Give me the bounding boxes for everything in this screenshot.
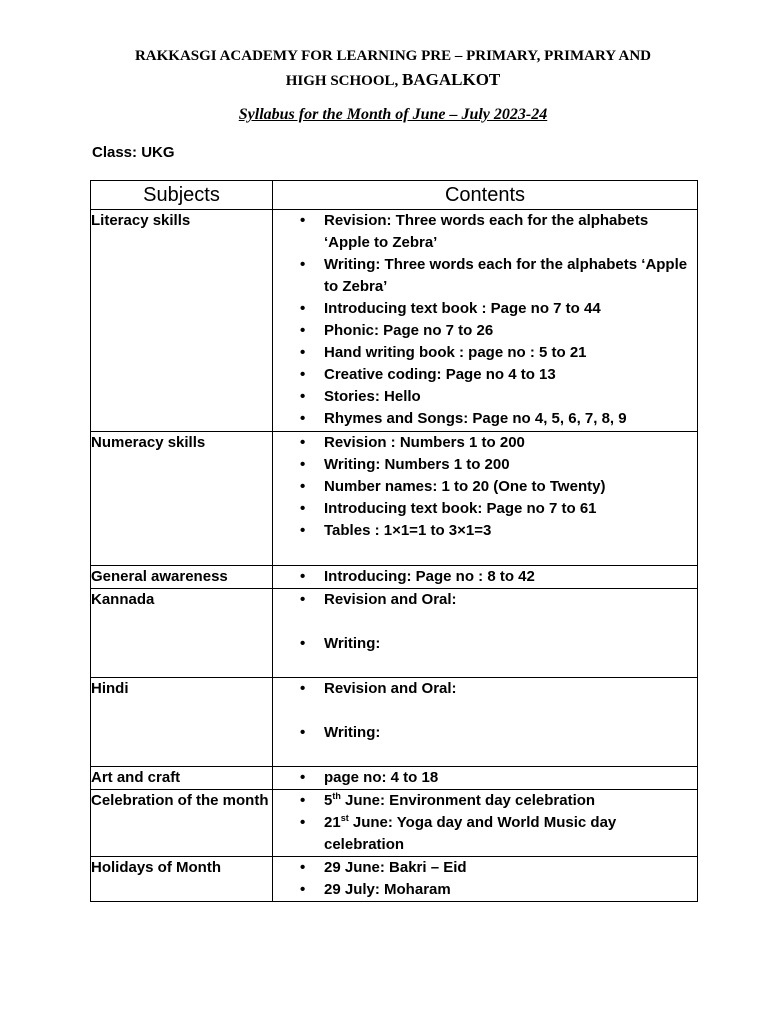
header-contents: Contents — [273, 181, 698, 210]
date-number: 5 — [324, 792, 333, 809]
list-item: • Writing: — [300, 633, 697, 655]
list-item — [300, 812, 697, 856]
list-item — [300, 790, 697, 812]
school-title-line2 — [90, 68, 696, 93]
subject-cell: Literacy skills — [91, 210, 273, 432]
class-label: Class: UKG — [92, 144, 175, 161]
date-suffix: st — [340, 813, 349, 823]
table-row — [91, 432, 698, 566]
contents-list — [273, 857, 697, 901]
school-title-line2-a: HIGH SCHOOL, — [285, 73, 403, 89]
list-item: • Revision : Numbers 1 to 200 — [300, 432, 697, 454]
contents-list — [273, 432, 697, 542]
school-title — [90, 44, 696, 93]
contents-cell — [273, 678, 698, 767]
syllabus-table — [90, 180, 698, 902]
table-row — [91, 678, 698, 767]
subject-cell: Numeracy skills — [91, 432, 273, 566]
table-row — [91, 210, 698, 432]
table-row — [91, 566, 698, 589]
list-item: • 29 June: Bakri – Eid — [300, 857, 697, 879]
date-suffix: th — [332, 791, 341, 801]
contents-list — [273, 566, 697, 588]
contents-cell — [273, 432, 698, 566]
school-title-line1: RAKKASGI ACADEMY FOR LEARNING PRE – PRIMARY, PRIMARY AND — [134, 48, 652, 64]
contents-cell — [273, 210, 698, 432]
list-item: • Revision and Oral: — [300, 589, 697, 611]
list-item: • Hand writing book : page no : 5 to 21 — [300, 342, 697, 364]
contents-list — [273, 790, 697, 856]
list-item: • Writing: Three words each for the alphabets ‘Apple to Zebra’ — [300, 254, 697, 298]
contents-cell — [273, 767, 698, 790]
event-text: June: Yoga day and World Music day celebration — [324, 814, 617, 853]
list-item: • Revision and Oral: — [300, 678, 697, 700]
subject-cell: Art and craft — [91, 767, 273, 790]
list-item: • Phonic: Page no 7 to 26 — [300, 320, 697, 342]
list-item: • Revision: Three words each for the alphabets ‘Apple to Zebra’ — [300, 210, 697, 254]
date-number: 21 — [324, 814, 341, 831]
contents-list — [273, 210, 697, 430]
list-item: • Introducing text book: Page no 7 to 61 — [300, 498, 697, 520]
table-row — [91, 790, 698, 857]
subject-cell: Holidays of Month — [91, 857, 273, 902]
subject-cell: Hindi — [91, 678, 273, 767]
contents-cell — [273, 566, 698, 589]
subject-cell: Celebration of the month — [91, 790, 273, 857]
list-item: • Stories: Hello — [300, 386, 697, 408]
table-row — [91, 589, 698, 678]
subject-cell: Kannada — [91, 589, 273, 678]
table-row — [91, 857, 698, 902]
list-item: • Tables : 1×1=1 to 3×1=3 — [300, 520, 697, 542]
list-item: • Writing: Numbers 1 to 200 — [300, 454, 697, 476]
list-item: • Number names: 1 to 20 (One to Twenty) — [300, 476, 697, 498]
contents-list — [273, 678, 697, 744]
contents-list — [273, 589, 697, 655]
contents-cell — [273, 790, 698, 857]
header-subjects: Subjects — [91, 181, 273, 210]
syllabus-subtitle: Syllabus for the Month of June – July 2023-24 — [238, 106, 548, 123]
contents-cell — [273, 857, 698, 902]
list-item: • Introducing: Page no : 8 to 42 — [300, 566, 697, 588]
event-text: June: Environment day celebration — [340, 792, 596, 809]
contents-list — [273, 767, 697, 789]
table-header-row — [91, 181, 698, 210]
school-title-city: BAGALKOT — [402, 70, 501, 89]
list-item: • Writing: — [300, 722, 697, 744]
list-item: • Introducing text book : Page no 7 to 44 — [300, 298, 697, 320]
list-item: • Creative coding: Page no 4 to 13 — [300, 364, 697, 386]
subject-cell: General awareness — [91, 566, 273, 589]
list-item: • Rhymes and Songs: Page no 4, 5, 6, 7, 8, 9 — [300, 408, 697, 430]
list-item: • page no: 4 to 18 — [300, 767, 697, 789]
contents-cell — [273, 589, 698, 678]
list-item: • 29 July: Moharam — [300, 879, 697, 901]
table-row — [91, 767, 698, 790]
